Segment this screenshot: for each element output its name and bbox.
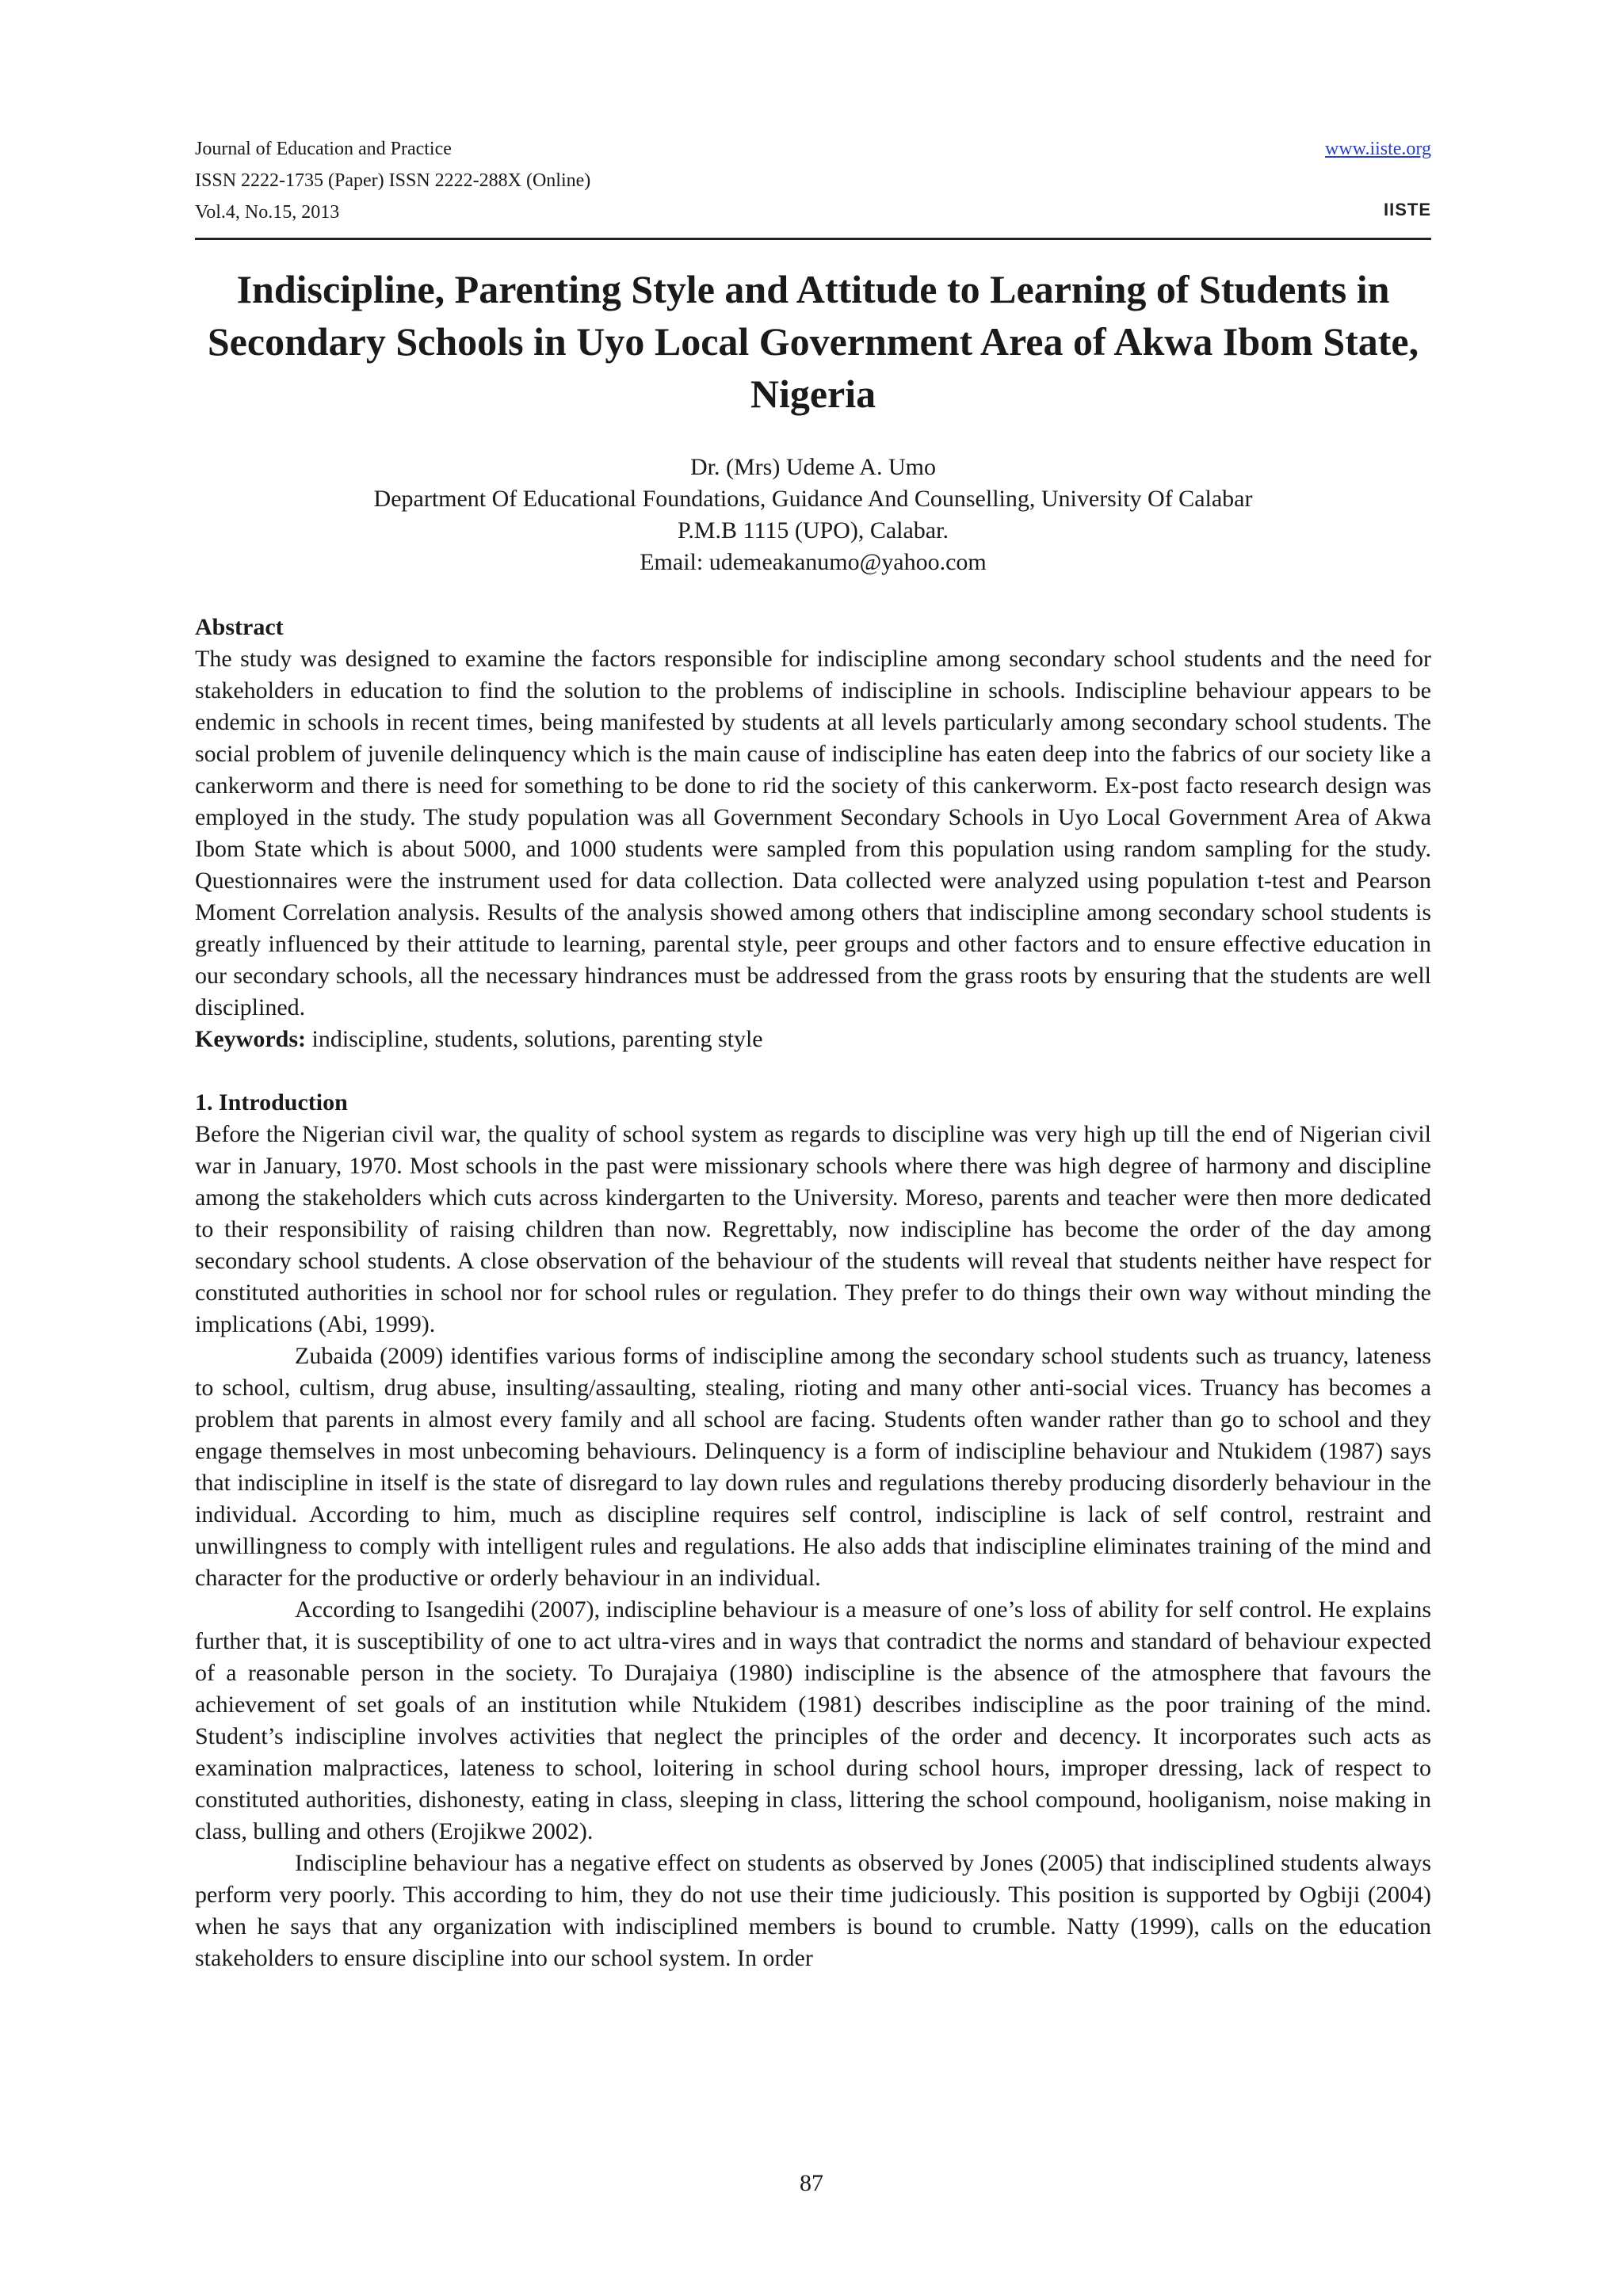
author-department: Department Of Educational Foundations, Guidance And Counselling, University Of Calabar bbox=[373, 486, 1253, 512]
introduction-heading: 1. Introduction bbox=[195, 1089, 348, 1116]
author-name: Dr. (Mrs) Udeme A. Umo bbox=[690, 454, 936, 480]
paper-title: Indiscipline, Parenting Style and Attitude to Learning of Students in Secondary Schools in Uyo Local Government Area of Akwa Ibom State, Nigeria bbox=[207, 267, 1419, 416]
abstract-text: The study was designed to examine the factors responsible for indiscipline among secondary school students and the need for stakeholders in education to find the solution to the problems of indiscipline in schools. Indiscipline behaviour appears to be endemic in schools in recent times, being manifested by students at all levels particularly among secondary school students. The social problem of juvenile delinquency which is the main cause of indiscipline has eaten deep into the fabrics of our society like a cankerworm and there is need for something to be done to rid the society of this cankerworm. Ex-post facto research design was employed in the study. The study population was all Government Secondary Schools in Uyo Local Government Area of Akwa Ibom State which is about 5000, and 1000 students were sampled from this population using random sampling for the study. Questionnaires were the instrument used for data collection. Data collected were analyzed using population t-test and Pearson Moment Correlation analysis. Results of the analysis showed among others that indiscipline among secondary school students is greatly influenced by their attitude to learning, parental style, peer groups and other factors and to ensure effective education in our secondary schools, all the necessary hindrances must be addressed from the grass roots by ensuring that the students are well disciplined. bbox=[195, 646, 1431, 1020]
issn-line: ISSN 2222-1735 (Paper) ISSN 2222-288X (Online) bbox=[195, 170, 591, 191]
intro-paragraph-4: Indiscipline behaviour has a negative effect on students as observed by Jones (2005) that indisciplined students always perform very poorly. This according to him, they do not use their time judiciously. This position is supported by Ogbiji (2004) when he says that any organization with indisciplined members is bound to crumble. Natty (1999), calls on the education stakeholders to ensure discipline into our school system. In order bbox=[195, 1850, 1431, 1971]
volume-line: Vol.4, No.15, 2013 bbox=[195, 202, 340, 223]
author-address: P.M.B 1115 (UPO), Calabar. bbox=[678, 517, 949, 543]
keywords-line bbox=[195, 1024, 1431, 1055]
intro-paragraph-1: Before the Nigerian civil war, the quality of school system as regards to discipline was very high up till the end of Nigerian civil war in January, 1970. Most schools in the past were missionary schools where there was high degree of harmony and discipline among the stakeholders which cuts across kindergarten to the University. Moreso, parents and teacher were then more dedicated to their responsibility of raising children than now. Regrettably, now indiscipline has become the order of the day among secondary school students. A close observation of the behaviour of the students will reveal that students neither have respect for constituted authorities in school nor for school rules or regulation. They prefer to do things their own way without minding the implications (Abi, 1999). bbox=[195, 1121, 1431, 1337]
keywords-label: Keywords: bbox=[195, 1026, 306, 1052]
journal-logo: IISTE bbox=[1383, 200, 1431, 219]
section-gap bbox=[195, 1055, 1431, 1087]
intro-paragraph-2: Zubaida (2009) identifies various forms of indiscipline among the secondary school students such as truancy, lateness to school, cultism, drug abuse, insulting/assaulting, stealing, rioting and many other anti-social vices. Truancy has becomes a problem that parents in almost every family and all school are facing. Students often wander rather than go to school and they engage themselves in most unbecoming behaviours. Delinquency is a form of indiscipline behaviour and Ntukidem (1987) says that indiscipline in itself is the state of disregard to lay down rules and regulations thereby producing disorderly behaviour in the individual. According to him, much as discipline requires self control, indiscipline is lack of self control, restraint and unwillingness to comply with intelligent rules and regulations. He also adds that indiscipline eliminates training of the mind and character for the productive or orderly behaviour in an individual. bbox=[195, 1343, 1431, 1591]
journal-url-link[interactable]: www.iiste.org bbox=[1325, 139, 1431, 159]
journal-name: Journal of Education and Practice bbox=[195, 139, 452, 159]
running-header bbox=[195, 133, 1431, 228]
keywords-text: indiscipline, students, solutions, parenting style bbox=[305, 1026, 763, 1052]
intro-paragraph-3: According to Isangedihi (2007), indiscipline behaviour is a measure of one’s loss of ability for self control. He explains further that, it is susceptibility of one to act ultra-vires and in ways that contradict the norms and standard of behaviour expected of a reasonable person in the society. To Durajaiya (1980) indiscipline is the absence of the atmosphere that favours the achievement of set goals of an institution while Ntukidem (1981) describes indiscipline as the poor training of the mind. Student’s indiscipline involves activities that neglect the principles of the order and decency. It incorporates such acts as examination malpractices, lateness to school, loitering in school during school hours, improper dressing, lack of respect to constituted authorities, dishonesty, eating in class, sleeping in class, littering the school compound, hooliganism, noise making in class, bulling and others (Erojikwe 2002). bbox=[195, 1596, 1431, 1844]
author-email: Email: udemeakanumo@yahoo.com bbox=[640, 549, 987, 575]
abstract-heading: Abstract bbox=[195, 614, 284, 640]
page-number: 87 bbox=[800, 2170, 823, 2196]
header-rule bbox=[195, 238, 1431, 240]
author-block bbox=[195, 452, 1431, 578]
paper-body bbox=[195, 612, 1431, 1974]
